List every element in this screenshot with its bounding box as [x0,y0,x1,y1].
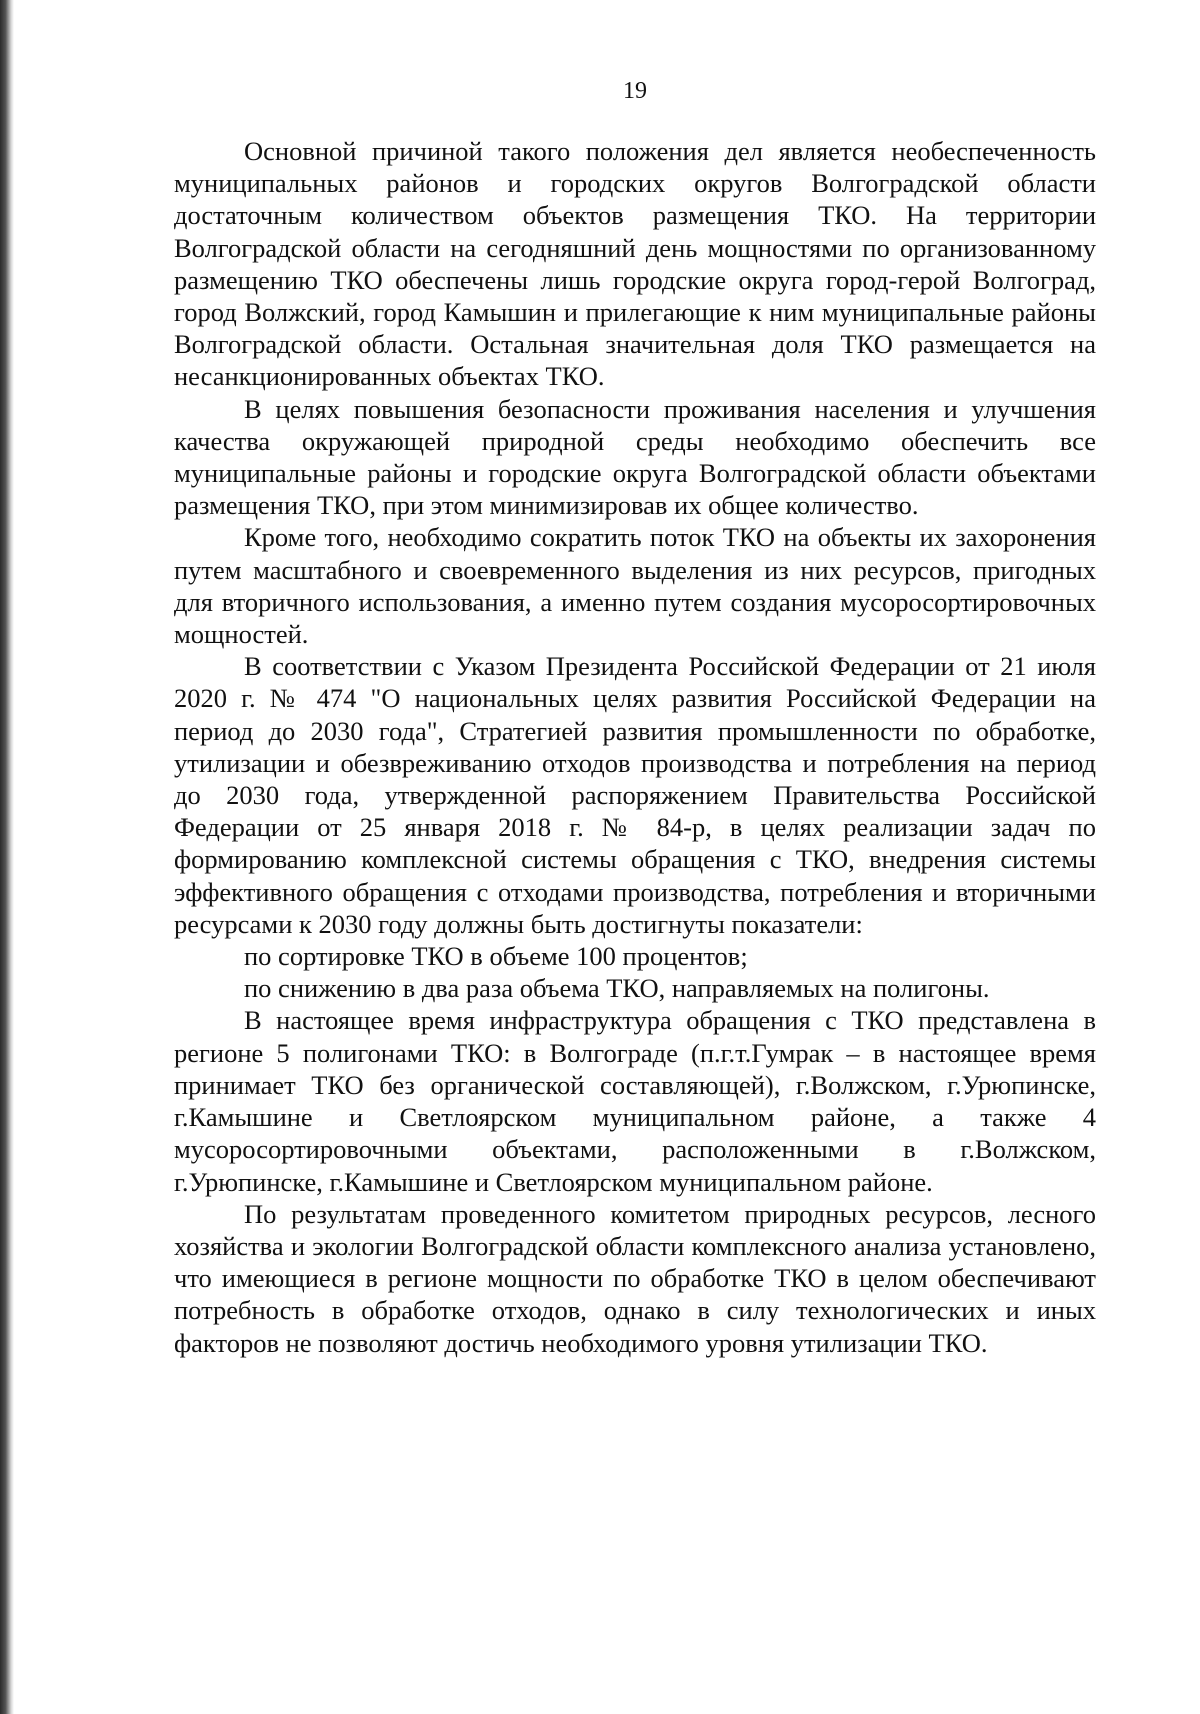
paragraph-infrastructure: В настоящее время инфраструктура обращения с ТКО представлена в регионе 5 полигонами ТКО: в Волгограде (п.г.т.Гумрак – в настоящее время принимает ТКО без органической составляющей), г.Волжском, г.Урюпинске, г.Камышине и Светлоярском муниципальном районе, а также 4 мусоросортировочными объектами, расположенными в г.Волжском, г.Урюпинске, г.Камышине и Светлоярском муниципальном районе. [174,1005,1096,1197]
paragraph-indicator-sorting: по сортировке ТКО в объеме 100 процентов; [244,941,748,972]
paragraph-reduce-flow: Кроме того, необходимо сократить поток ТКО на объекты их захоронения путем масштабного и своевременного выделения из них ресурсов, пригодных для вторичного использования, а именно путем создания мусоросортировочных мощностей. [174,522,1096,650]
page-number: 19 [623,78,647,104]
paragraph-national-goals: В соответствии с Указом Президента Российской Федерации от 21 июля 2020 г. № 474 "О национальных целях развития Российской Федерации на период до 2030 года", Стратегией развития промышленности по обработке, утилизации и обезвреживанию отходов производства и потребления на период до 2030 года, утвержденной распоряжением Правительства Российской Федерации от 25 января 2018 г. № 84-р, в целях реализации задач по формированию комплексной системы обращения с ТКО, внедрения системы эффективного обращения с отходами производства, потребления и вторичными ресурсами к 2030 году должны быть достигнуты показатели: [174,651,1096,939]
paragraph-safety-goals: В целях повышения безопасности проживания населения и улучшения качества окружающей природной среды необходимо обеспечить все муниципальные районы и городские округа Волгоградской области объектами размещения ТКО, при этом минимизировав их общее количество. [174,393,1096,521]
paragraph-analysis-results: По результатам проведенного комитетом природных ресурсов, лесного хозяйства и экологии Волгоградской области комплексного анализа установлено, что имеющиеся в регионе мощности по обработке ТКО в целом обеспечивают потребность в обработке отходов, однако в силу технологических и иных факторов не позволяют достичь необходимого уровня утилизации ТКО. [174,1198,1096,1358]
document-body [174,135,1096,1359]
paragraph-waste-placement-capacity: Основной причиной такого положения дел является необеспеченность муниципальных районов и городских округов Волгоградской области достаточным количеством объектов размещения ТКО. На территории Волгоградской области на сегодняшний день мощностями по организованному размещению ТКО обеспечены лишь городские округа город-герой Волгоград, город Волжский, город Камышин и прилегающие к ним муниципальные районы Волгоградской области. Остальная значительная доля ТКО размещается на несанкционированных объектах ТКО. [174,136,1096,392]
paragraph-indicator-landfill-reduction: по снижению в два раза объема ТКО, направляемых на полигоны. [244,973,990,1004]
scan-edge-shadow [0,0,14,1714]
